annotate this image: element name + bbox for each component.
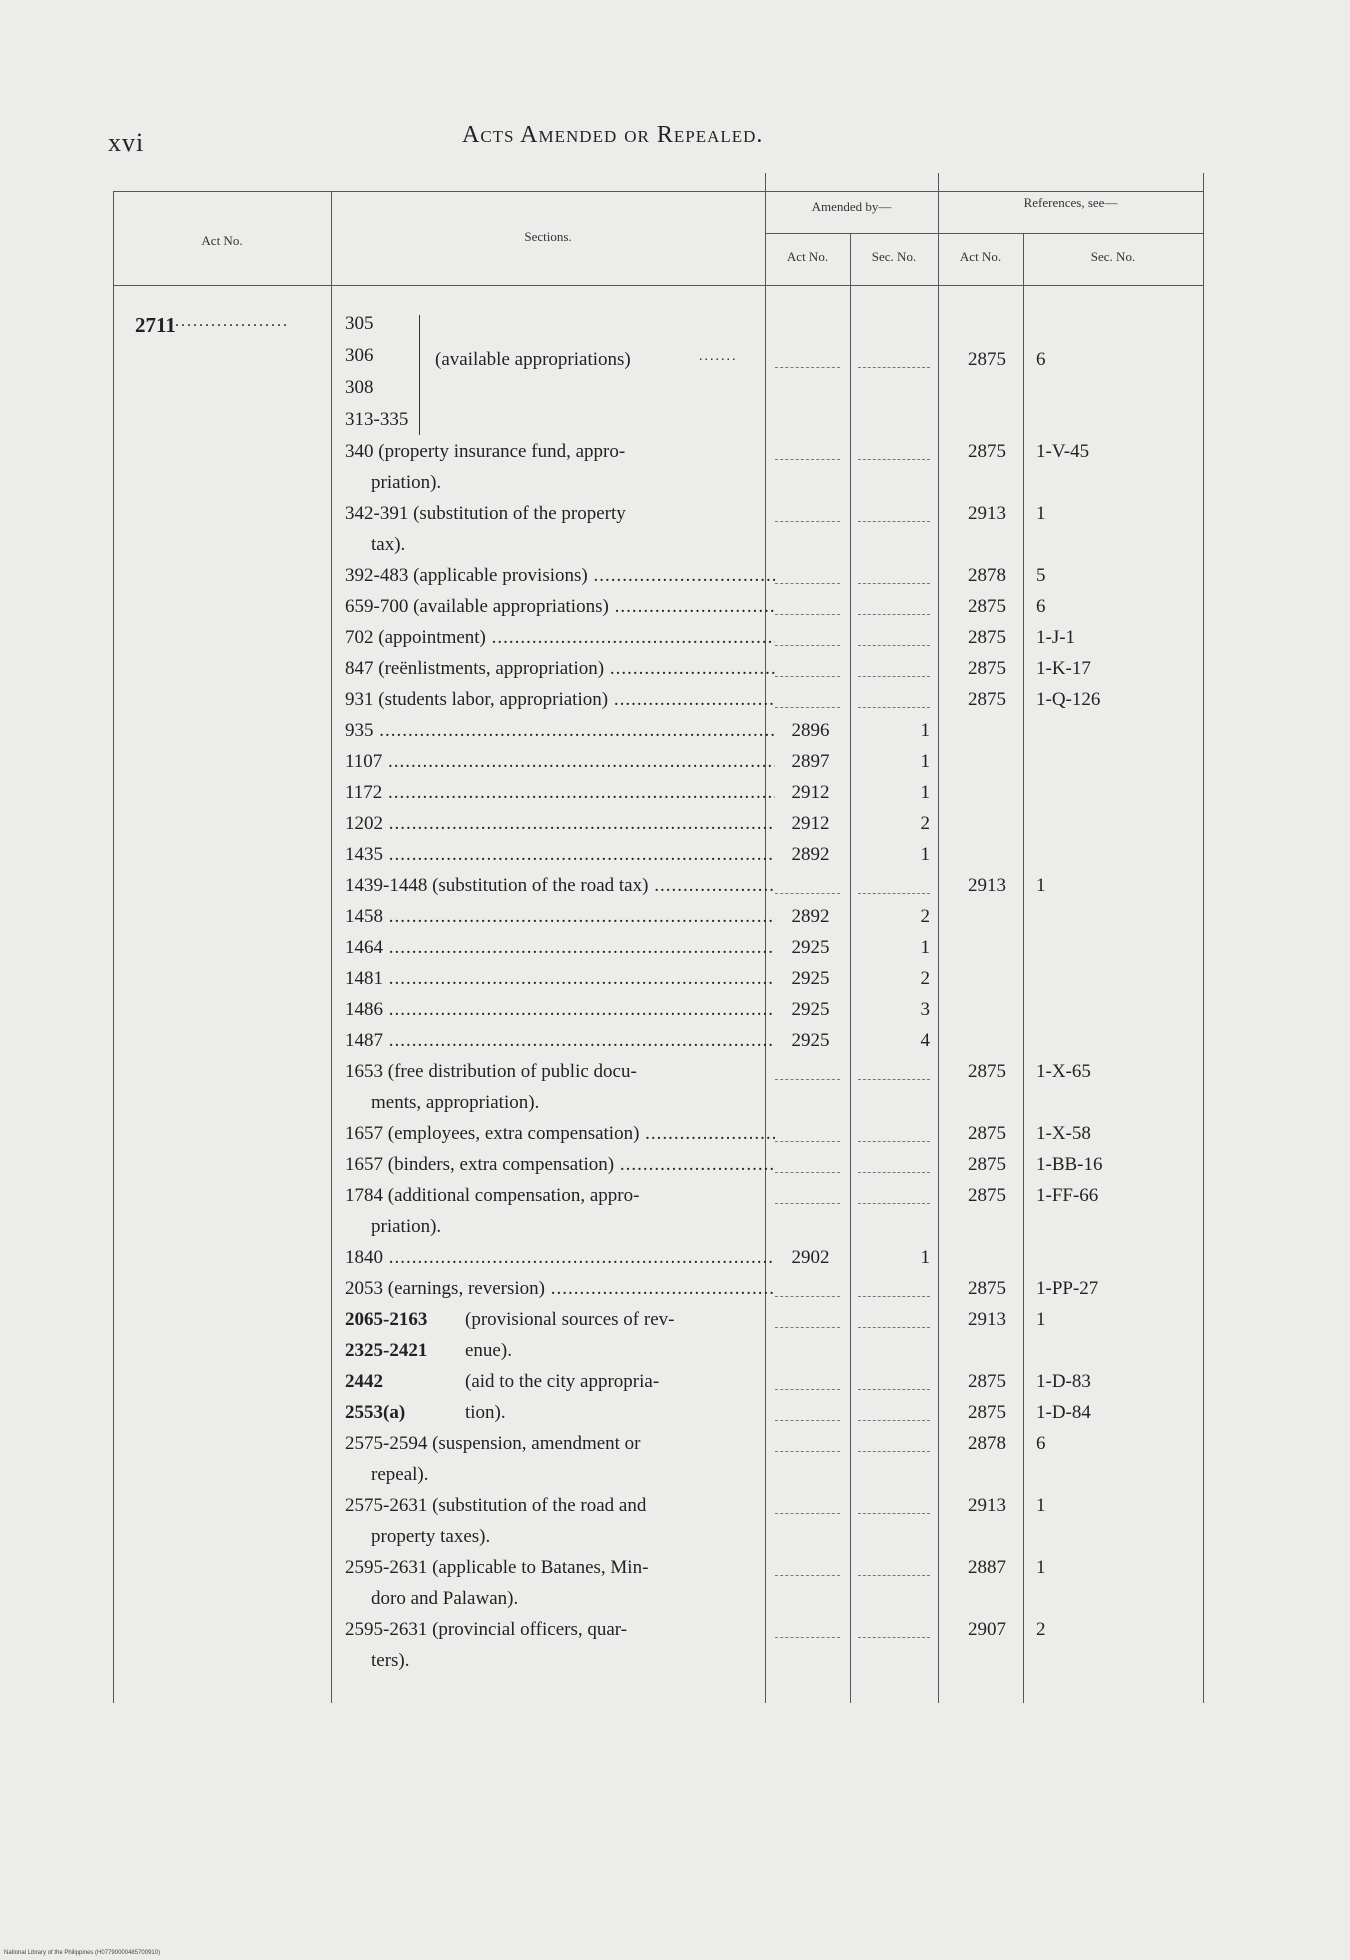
table-row — [113, 968, 1203, 999]
section-text-continued: ments, appropriation). — [371, 1092, 540, 1113]
reference-act: 2875 — [968, 1154, 1006, 1175]
reference-sec: 1 — [1036, 1495, 1046, 1516]
section-text: 935 ..... — [345, 720, 775, 742]
section-text: 1458 ..... — [345, 906, 775, 928]
section-range: 2065-2163 — [345, 1309, 428, 1330]
amended-sec: 1 — [920, 844, 930, 865]
section-text: 2595-2631 (applicable to Batanes, Min- — [345, 1557, 649, 1578]
table-row-continuation — [113, 1588, 1203, 1619]
table-row — [113, 813, 1203, 844]
table-row — [113, 627, 1203, 658]
col-header-amended-act: Act No. — [786, 249, 829, 264]
col-header-sections: Sections. — [524, 229, 572, 244]
section-text: 847 (reënlistments, appropriation) ..... — [345, 658, 775, 680]
col-header-ref-sec: Sec. No. — [1090, 249, 1136, 264]
table-row — [113, 999, 1203, 1030]
table-row — [113, 441, 1203, 472]
reference-act: 2875 — [968, 596, 1006, 617]
reference-sec: 1-X-58 — [1036, 1123, 1091, 1144]
section-text-continued: property taxes). — [371, 1526, 491, 1547]
section-text: 1657 (employees, extra compensation) ..... — [345, 1123, 775, 1145]
reference-act: 2875 — [968, 627, 1006, 648]
reference-act: 2875 — [968, 1371, 1006, 1392]
reference-sec: 1 — [1036, 503, 1046, 524]
col-header-act: Act No. — [201, 233, 243, 248]
section-range: 2325-2421 — [345, 1340, 428, 1361]
reference-act: 2887 — [968, 1557, 1006, 1578]
section-text-continued: doro and Palawan). — [371, 1588, 519, 1609]
reference-act: 2875 — [968, 689, 1006, 710]
section-text: 931 (students labor, appropriation) ..... — [345, 689, 775, 711]
table-row — [113, 1247, 1203, 1278]
section-text-continued: ters). — [371, 1650, 410, 1671]
table-row — [113, 503, 1203, 534]
section-text: 659-700 (available appropriations) ..... — [345, 596, 775, 618]
table-row — [113, 1557, 1203, 1588]
section-text: 1653 (free distribution of public docu- — [345, 1061, 637, 1082]
section-note: (provisional sources of rev- — [465, 1309, 675, 1330]
section-text: 1487 ..... — [345, 1030, 775, 1052]
section-range: 2553(a) — [345, 1402, 406, 1423]
reference-act: 2875 — [968, 1278, 1006, 1299]
amended-act: 2896 — [791, 720, 830, 741]
amended-act: 2897 — [791, 751, 830, 772]
amended-act: 2925 — [791, 1030, 830, 1051]
reference-sec: 6 — [1036, 1433, 1046, 1454]
table-row — [113, 1402, 1203, 1433]
amended-sec: 1 — [920, 751, 930, 772]
running-title: Acts Amended or Repealed. — [462, 122, 764, 148]
act-number: 2711 — [135, 313, 176, 337]
reference-act: 2875 — [968, 1185, 1006, 1206]
amended-sec: 2 — [920, 813, 930, 834]
col-header-amended-sec: Sec. No. — [871, 249, 917, 264]
reference-sec: 1-BB-16 — [1036, 1154, 1103, 1175]
col-header-references: References, see— — [1023, 195, 1118, 210]
reference-act: 2913 — [968, 503, 1006, 524]
table-row — [113, 1619, 1203, 1650]
table-row-continuation — [113, 1216, 1203, 1247]
table-row — [113, 1433, 1203, 1464]
table-row — [113, 596, 1203, 627]
amended-sec: 1 — [920, 937, 930, 958]
footer-credit: National Library of the Philippines (H07790000485700910) — [4, 1950, 161, 1956]
table-row: 2711 ................... — [135, 313, 289, 337]
table-row — [113, 720, 1203, 751]
table-row — [113, 1278, 1203, 1309]
reference-act: 2913 — [968, 1309, 1006, 1330]
reference-act: 2875 — [968, 1123, 1006, 1144]
amended-sec: 1 — [920, 782, 930, 803]
section-text: 702 (appointment) ..... — [345, 627, 775, 649]
section-text: 1435 ..... — [345, 844, 775, 866]
section-text: 1481 ..... — [345, 968, 775, 990]
section-text: 2575-2631 (substitution of the road and — [345, 1495, 647, 1516]
reference-sec: 1-D-84 — [1036, 1402, 1091, 1423]
table-row: 305 — [345, 313, 374, 334]
table-row-continuation — [113, 472, 1203, 503]
reference-sec: 2 — [1036, 1619, 1046, 1640]
table-row: 308 — [345, 377, 374, 398]
amended-sec: 2 — [920, 906, 930, 927]
section-text: 1439-1448 (substitution of the road tax) ..... — [345, 875, 775, 897]
reference-sec: 1 — [1036, 875, 1046, 896]
table-row — [113, 751, 1203, 782]
section-note: tion). — [465, 1402, 506, 1423]
col-header-ref-act: Act No. — [959, 249, 1002, 264]
table-row-continuation — [113, 534, 1203, 565]
amended-act: 2892 — [791, 844, 830, 865]
table-row — [113, 1340, 1203, 1371]
page-number: xvi — [108, 128, 145, 157]
table-row — [113, 1309, 1203, 1340]
table-row — [113, 782, 1203, 813]
section-range: 2442 — [345, 1371, 383, 1392]
table-row-continuation — [113, 1650, 1203, 1681]
table-row: 313-335 — [345, 409, 409, 430]
reference-act: 2875 — [968, 1061, 1006, 1082]
table-row — [113, 1371, 1203, 1402]
reference-sec: 1-X-65 — [1036, 1061, 1091, 1082]
reference-sec: 1 — [1036, 1309, 1046, 1330]
reference-act: 2875 — [968, 441, 1006, 462]
table-row — [113, 937, 1203, 968]
acts-table — [113, 173, 1203, 1703]
table-row — [113, 1154, 1203, 1185]
reference-sec: 1-Q-126 — [1036, 689, 1101, 710]
section-text: 1107 ..... — [345, 751, 775, 773]
section-text: 2595-2631 (provincial officers, quar- — [345, 1619, 628, 1640]
reference-sec: 1 — [1036, 1557, 1046, 1578]
amended-sec: 1 — [920, 720, 930, 741]
reference-act: 2913 — [968, 875, 1006, 896]
reference-sec: 6 — [1036, 596, 1046, 617]
section-text: 1202 ..... — [345, 813, 775, 835]
section-text: 1784 (additional compensation, appro- — [345, 1185, 640, 1206]
section-text: 1657 (binders, extra compensation) ..... — [345, 1154, 775, 1176]
reference-sec: 1-PP-27 — [1036, 1278, 1099, 1299]
section-note: (aid to the city appropria- — [465, 1371, 660, 1392]
reference-act: 2878 — [968, 565, 1006, 586]
amended-sec: 2 — [920, 968, 930, 989]
section-text: 1172 ..... — [345, 782, 775, 804]
amended-act: 2892 — [791, 906, 830, 927]
table-row-continuation — [113, 1526, 1203, 1557]
table-row — [113, 658, 1203, 689]
reference-sec: 1-D-83 — [1036, 1371, 1091, 1392]
table-row: (available appropriations) ....... 2875 6 — [435, 349, 1046, 370]
section-text: 340 (property insurance fund, appro- — [345, 441, 626, 462]
reference-sec: 5 — [1036, 565, 1046, 586]
amended-act: 2925 — [791, 968, 830, 989]
section-text: 2575-2594 (suspension, amendment or — [345, 1433, 641, 1454]
table-row — [113, 1495, 1203, 1526]
section-text: 392-483 (applicable provisions) ..... — [345, 565, 775, 587]
amended-act: 2925 — [791, 937, 830, 958]
section-text-continued: tax). — [371, 534, 406, 555]
table-row — [113, 1123, 1203, 1154]
table-row — [113, 1030, 1203, 1061]
amended-act: 2902 — [791, 1247, 830, 1268]
table-row — [113, 565, 1203, 596]
section-text: 1486 ..... — [345, 999, 775, 1021]
amended-sec: 3 — [920, 999, 930, 1020]
table-row-continuation — [113, 1092, 1203, 1123]
section-text: 2053 (earnings, reversion) ..... — [345, 1278, 775, 1300]
reference-act: 2907 — [968, 1619, 1006, 1640]
section-text: 342-391 (substitution of the property — [345, 503, 626, 524]
reference-sec: 1-V-45 — [1036, 441, 1090, 462]
reference-act: 2875 — [968, 1402, 1006, 1423]
table-row — [113, 844, 1203, 875]
amended-sec: 4 — [920, 1030, 930, 1051]
section-text-continued: repeal). — [371, 1464, 429, 1485]
table-row — [113, 1061, 1203, 1092]
reference-sec: 1-FF-66 — [1036, 1185, 1099, 1206]
table-row-continuation — [113, 1464, 1203, 1495]
section-text: 1464 ..... — [345, 937, 775, 959]
reference-act: 2913 — [968, 1495, 1006, 1516]
section-text: 1840 ..... — [345, 1247, 775, 1269]
reference-sec: 1-K-17 — [1036, 658, 1091, 679]
amended-act: 2912 — [791, 782, 830, 803]
amended-act: 2925 — [791, 999, 830, 1020]
section-text-continued: priation). — [371, 472, 442, 493]
col-header-amended-by: Amended by— — [811, 199, 892, 214]
table-row — [113, 1185, 1203, 1216]
amended-sec: 1 — [920, 1247, 930, 1268]
reference-sec: 1-J-1 — [1036, 627, 1076, 648]
section-text-continued: priation). — [371, 1216, 442, 1237]
reference-act: 2875 — [968, 658, 1006, 679]
amended-act: 2912 — [791, 813, 830, 834]
table-row — [113, 875, 1203, 906]
reference-act: 2878 — [968, 1433, 1006, 1454]
section-note: enue). — [465, 1340, 512, 1361]
table-row: 306 — [345, 345, 374, 366]
table-row — [113, 689, 1203, 720]
table-row — [113, 906, 1203, 937]
